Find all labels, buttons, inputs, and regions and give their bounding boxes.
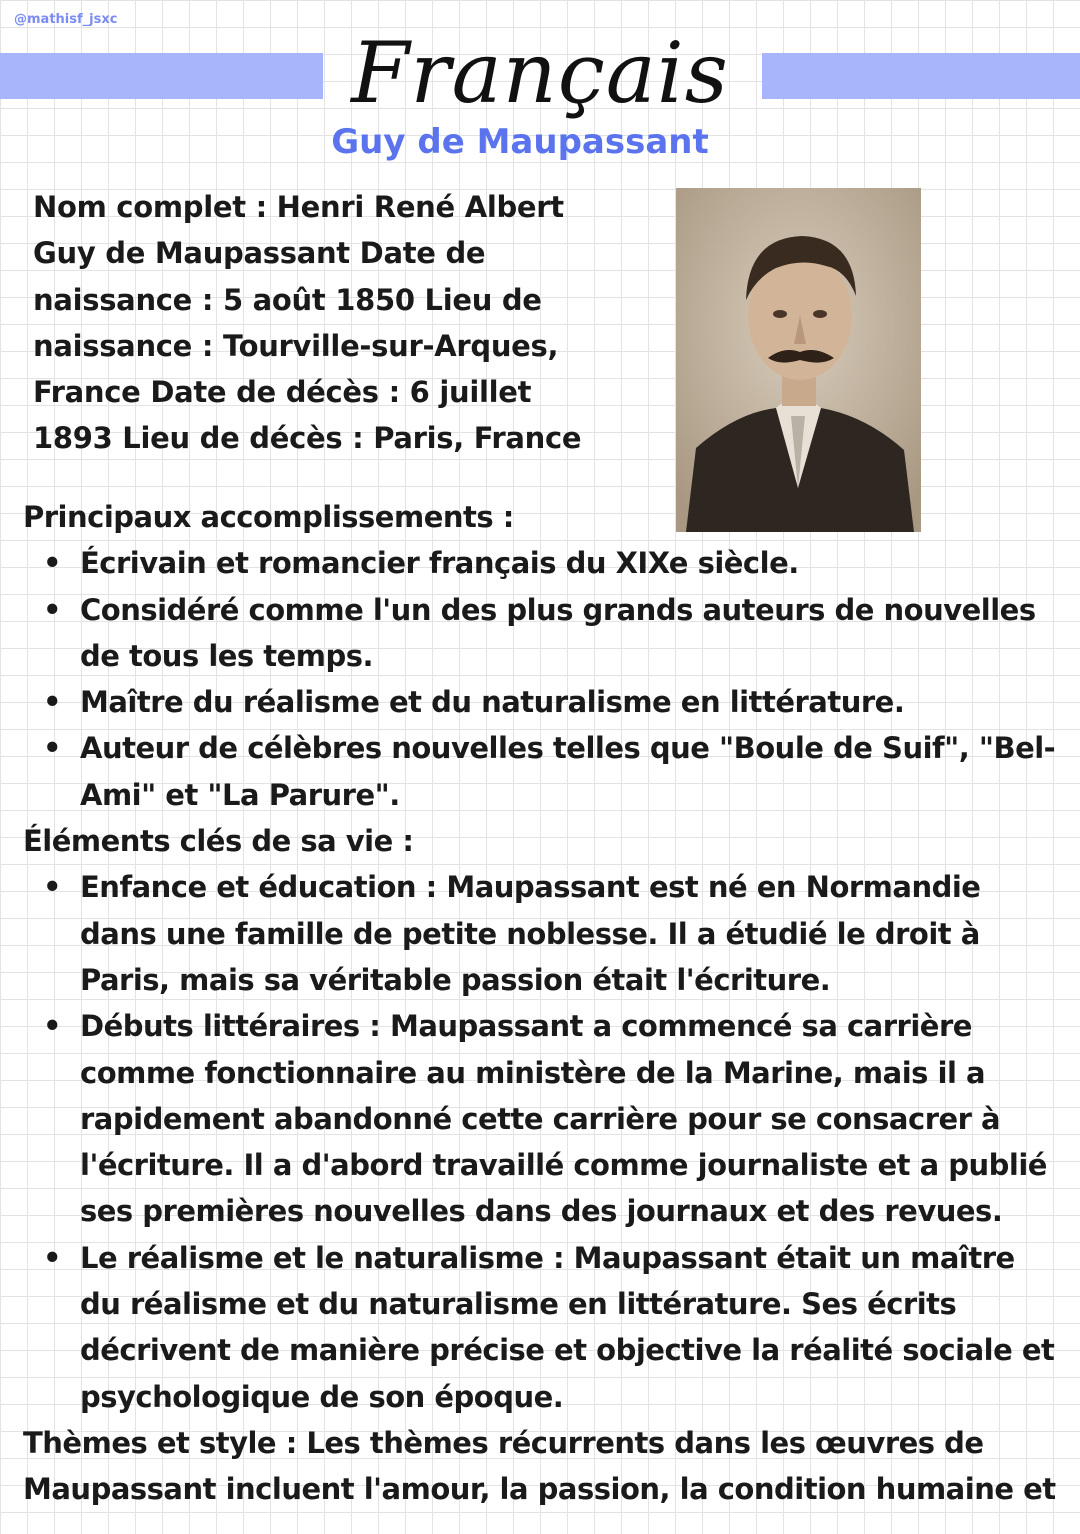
watermark: @mathisf_jsxc: [14, 12, 118, 27]
bullet-icon: •: [43, 731, 62, 766]
list-item: [23, 540, 1063, 586]
list-item-text: Le réalisme et le naturalisme : Maupassant était un maître du réalisme et du naturalisme en littérature. Ses écrits décrivent de manière précise et objective la réalité sociale et psychologique de son époque.: [80, 1240, 1055, 1414]
list-item: [23, 1003, 1063, 1234]
list-item: [23, 725, 1063, 818]
list-item: [23, 679, 1063, 725]
list-item-text: Écrivain et romancier français du XIXe siècle.: [80, 546, 799, 581]
list-item-text: Débuts littéraires : Maupassant a commencé sa carrière comme fonctionnaire au ministère de la Marine, mais il a rapidement abandonné cette carrière pour se consacrer à l'écriture. Il a d'abord travaillé comme journaliste et a publié ses premières nouvelles dans des journaux et des revues.: [80, 1009, 1047, 1229]
list-item: [23, 587, 1063, 680]
life-heading: Éléments clés de sa vie :: [23, 824, 414, 859]
list-item-text: Auteur de célèbres nouvelles telles que "Boule de Suif", "Bel-Ami" et "La Parure".: [80, 731, 1056, 812]
page-title: Français: [351, 24, 729, 122]
main-content: [23, 494, 1063, 1513]
list-item-text: Enfance et éducation : Maupassant est né en Normandie dans une famille de petite noblesse. Il a étudié le droit à Paris, mais sa véritable passion était l'écriture.: [80, 870, 981, 997]
list-item-text: Considéré comme l'un des plus grands auteurs de nouvelles de tous les temps.: [80, 592, 1036, 673]
accomplishments-list: [23, 540, 1063, 818]
list-item: [23, 1235, 1063, 1420]
accomplishments-heading: Principaux accomplissements :: [23, 500, 514, 534]
bullet-icon: •: [43, 870, 62, 905]
bullet-icon: •: [43, 1240, 62, 1275]
list-item: [23, 864, 1063, 1003]
list-item-text: Maître du réalisme et du naturalisme en littérature.: [80, 685, 905, 720]
bullet-icon: •: [43, 685, 62, 720]
bullet-icon: •: [43, 592, 62, 627]
bullet-icon: •: [43, 1009, 62, 1044]
biography-info: Nom complet : Henri René Albert Guy de Maupassant Date de naissance : 5 août 1850 Lieu de naissance : Tourville-sur-Arques, France Date de décès : 6 juillet 1893 Lieu de décès : Paris, France: [33, 190, 582, 456]
bullet-icon: •: [43, 546, 62, 581]
portrait-photo-icon: [676, 188, 921, 532]
page-subtitle: Guy de Maupassant: [331, 122, 709, 162]
themes-paragraph: Thèmes et style : Les thèmes récurrents dans les œuvres de Maupassant incluent l'amour, la passion, la condition humaine et: [23, 1425, 1056, 1507]
life-list: [23, 864, 1063, 1420]
